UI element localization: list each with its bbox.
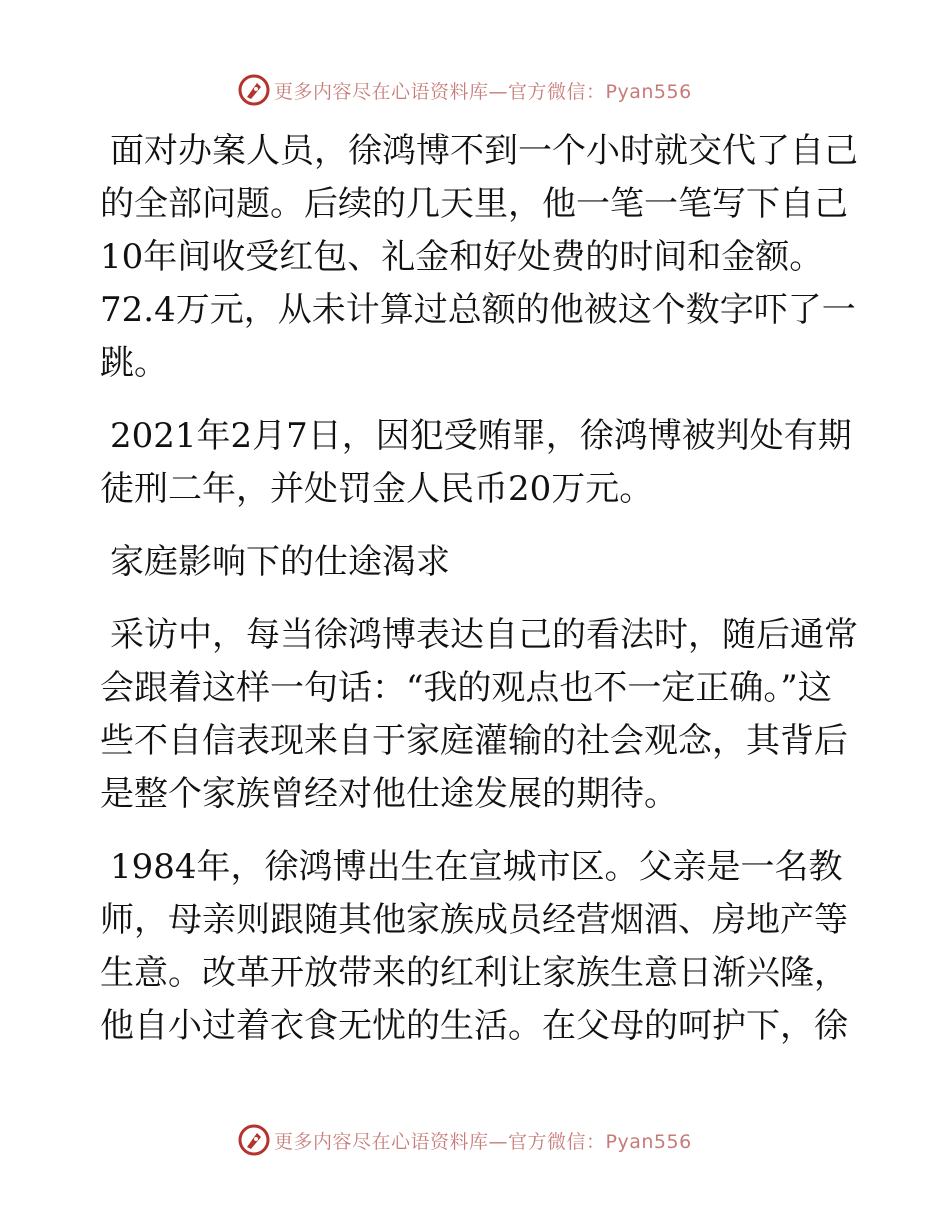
paragraph-interview: 采访中，每当徐鸿博表达自己的看法时，随后通常会跟着这样一句话：“我的观点也不一定正确。”这些不自信表现来自于家庭灌输的社会观念，其背后是整个家族曾经对他仕途发展的期待。 bbox=[100, 615, 858, 814]
header-banner bbox=[238, 72, 692, 108]
pen-nib-logo-icon bbox=[238, 1124, 270, 1156]
footer-banner-text: 更多内容尽在心语资料库—官方微信：Pyan556 bbox=[274, 1130, 692, 1153]
paragraph-background: 1984年，徐鸿博出生在宣城市区。父亲是一名教师，母亲则跟随其他家族成员经营烟酒、房地产等生意。改革开放带来的红利让家族生意日渐兴隆，他自小过着衣食无忧的生活。在父母的呵护下，徐 bbox=[100, 847, 848, 1046]
paragraph-confession: 面对办案人员，徐鸿博不到一个小时就交代了自己的全部问题。后续的几天里，他一笔一笔写下自己10年间收受红包、礼金和好处费的时间和金额。72.4万元，从未计算过总额的他被这个数字吓了一跳。 bbox=[100, 131, 858, 383]
footer-banner bbox=[238, 1122, 692, 1158]
pen-nib-logo-icon bbox=[238, 74, 270, 106]
section-heading: 家庭影响下的仕途渴求 bbox=[110, 542, 450, 582]
paragraph-sentence: 2021年2月7日，因犯受贿罪，徐鸿博被判处有期徒刑二年，并处罚金人民币20万元。 bbox=[100, 416, 852, 509]
article-body bbox=[100, 125, 860, 1073]
header-banner-text: 更多内容尽在心语资料库—官方微信：Pyan556 bbox=[274, 80, 692, 103]
